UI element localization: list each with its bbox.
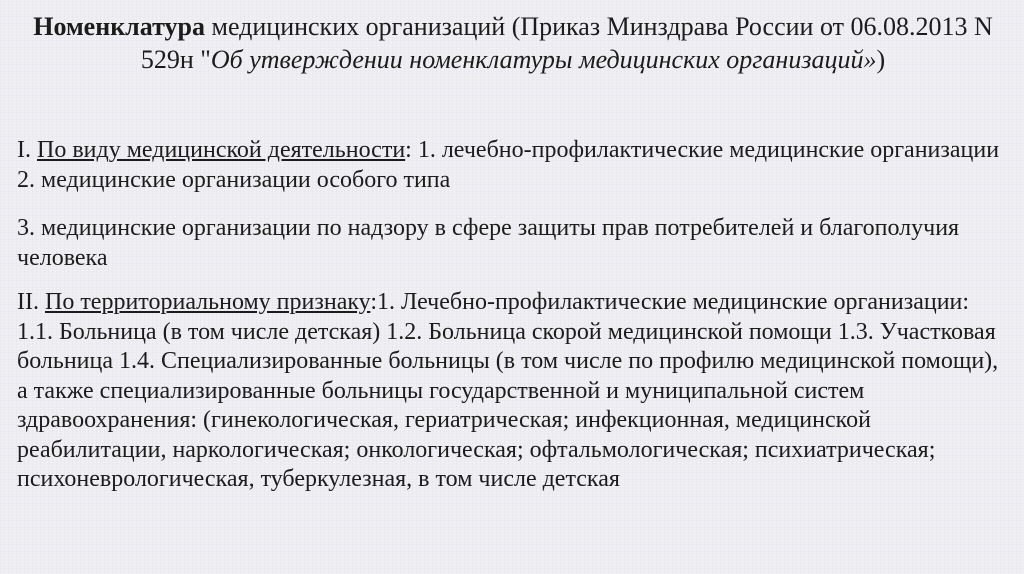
- slide-title: [22, 10, 1004, 76]
- title-bold-word: Номенклатура: [33, 12, 205, 41]
- section-text: :1. Лечебно-профилактические медицинские организации: 1.1. Больница (в том числе детская) 1.2. Больница скорой медицинской помощи 1.3. Участковая больница 1.4. Специализированные больницы (в том числе по профилю медицинской помощи), а также специализированные больницы государственной и муниципальной систем здравоохранения: (гинекологическая, гериатрическая; инфекционная, медицинской реабилитации, наркологическая; онкологическая; офтальмологическая; психиатрическая; психоневрологическая, туберкулезная, в том числе детская: [17, 289, 999, 492]
- section-heading-underlined: По виду медицинской деятельности: [37, 137, 406, 163]
- section-by-territory: [17, 288, 1007, 495]
- section-text: 3. медицинские организации по надзору в сфере защиты прав потребителей и благополучия человека: [17, 215, 960, 271]
- section-by-activity: [17, 136, 1007, 195]
- section-numeral: II.: [17, 289, 45, 315]
- section-numeral: I.: [17, 137, 37, 163]
- section-by-activity-continued: [17, 214, 1007, 273]
- section-heading-underlined: По территориальному признаку: [44, 289, 371, 315]
- title-italic-text: Об утверждении номенклатуры медицинских организаций»: [210, 45, 877, 74]
- title-text: медицинских организаций (Приказ Минздрава России от 06.08.2013 N 529н ": [140, 12, 993, 74]
- section-text: : 1. лечебно-профилактические медицинские организации 2. медицинские организации особого типа: [17, 137, 1000, 193]
- title-closing: ): [876, 45, 886, 74]
